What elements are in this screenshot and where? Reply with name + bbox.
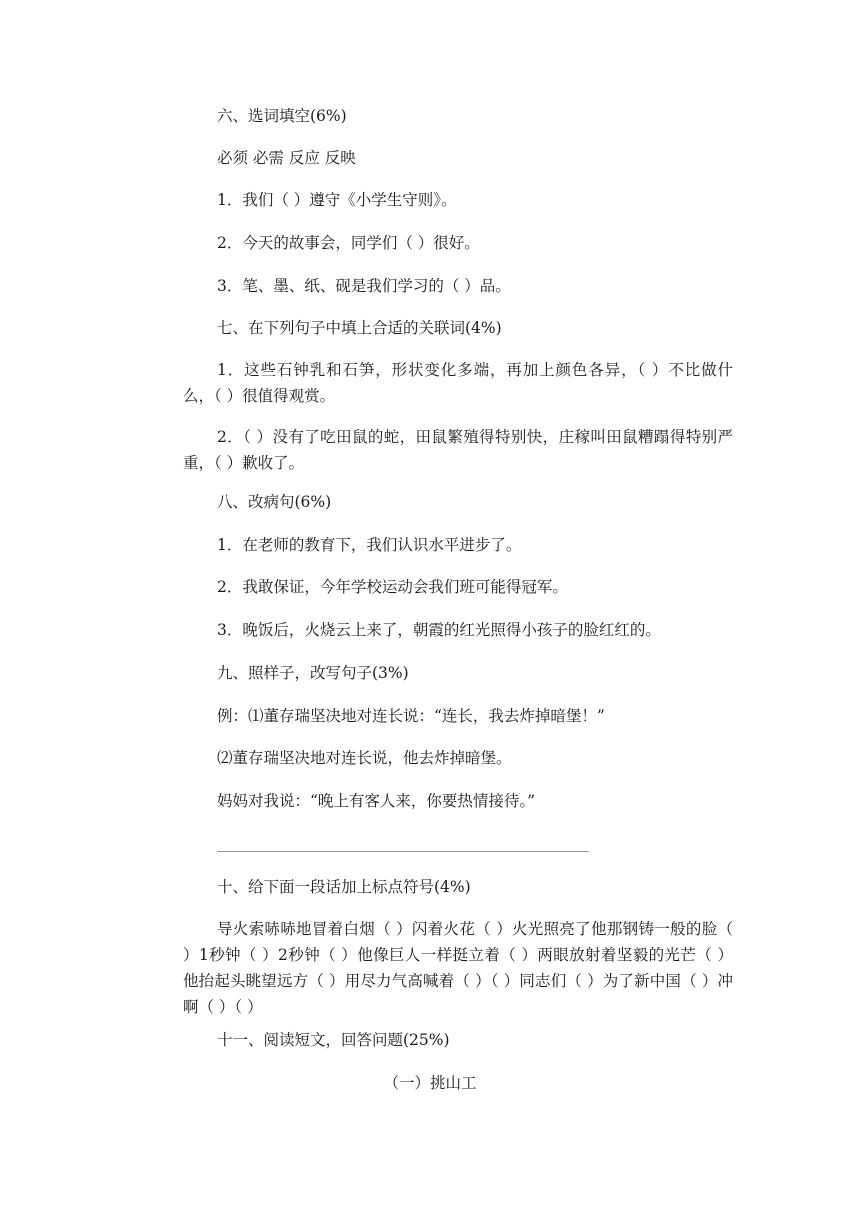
section-9-example-2: ⑵董存瑞坚决地对连长说，他去炸掉暗堡。 bbox=[217, 749, 512, 767]
word-choices: 必须 必需 反应 反映 bbox=[217, 149, 356, 167]
section-7-question-2: 2．（ ）没有了吃田鼠的蛇，田鼠繁殖得特别快，庄稼叫田鼠糟蹋得特别严重，（ ）歉收了。 bbox=[183, 428, 733, 472]
section-9-title: 九、照样子，改写句子(3%) bbox=[217, 664, 409, 682]
section-8-title: 八、改病句(6%) bbox=[217, 493, 332, 511]
section-8-question-1: 1．在老师的教育下，我们认识水平进步了。 bbox=[217, 536, 522, 554]
section-7-title: 七、在下列句子中填上合适的关联词(4%) bbox=[217, 319, 502, 337]
section-10-title: 十、给下面一段话加上标点符号(4%) bbox=[217, 878, 471, 896]
answer-line bbox=[217, 851, 589, 852]
section-6-question-1: 1．我们（ ）遵守《小学生守则》。 bbox=[217, 191, 457, 209]
section-7-question-1: 1．这些石钟乳和石笋，形状变化多端，再加上颜色各异，（ ）不比做什么，（ ）很值得观赏。 bbox=[183, 361, 733, 405]
section-6-title: 六、选词填空(6%) bbox=[217, 107, 347, 125]
section-9-task: 妈妈对我说：“晚上有客人来，你要热情接待。” bbox=[217, 792, 536, 810]
section-8-question-3: 3．晚饭后，火烧云上来了，朝霞的红光照得小孩子的脸红红的。 bbox=[217, 621, 661, 639]
section-6-question-3: 3．笔、墨、纸、砚是我们学习的（ ）品。 bbox=[217, 277, 511, 295]
section-6-question-2: 2．今天的故事会，同学们（ ）很好。 bbox=[217, 234, 480, 252]
section-8-question-2: 2．我敢保证，今年学校运动会我们班可能得冠军。 bbox=[217, 578, 568, 596]
section-9-example-1: 例：⑴董存瑞坚决地对连长说：“连长，我去炸掉暗堡！” bbox=[217, 707, 605, 725]
section-11-title: 十一、阅读短文，回答问题(25%) bbox=[217, 1031, 450, 1049]
section-10-passage: 导火索哧哧地冒着白烟（ ）闪着火花（ ）火光照亮了他那钢铸一般的脸（ ）1秒钟（ ）2秒钟（ ）他像巨人一样挺立着（ ）两眼放射着坚毅的光芒（ ）他抬起头眺望远方（ ）用尽力气高喊着（ ）（ ）同志们（ ）为了新中国（ ）冲啊（ ）（ ） bbox=[183, 920, 733, 1016]
reading-subtitle: （一）挑山工 bbox=[383, 1074, 477, 1092]
